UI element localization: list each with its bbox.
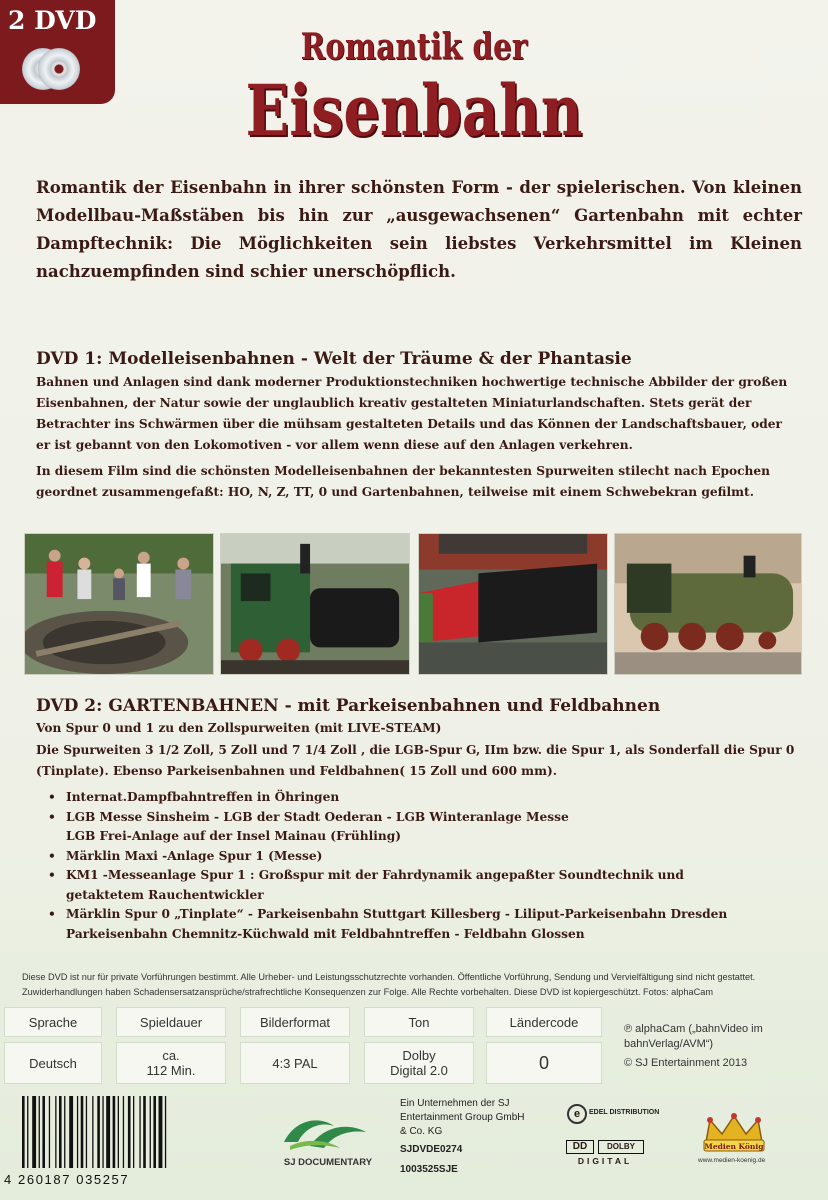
photo-red-locomotive bbox=[418, 533, 608, 675]
barcode-bar bbox=[32, 1096, 36, 1168]
barcode-bar bbox=[86, 1096, 87, 1168]
barcode-bar bbox=[150, 1096, 151, 1168]
barcode-bar bbox=[92, 1096, 93, 1168]
dvd2-bullet-list bbox=[48, 788, 808, 944]
barcode-bar bbox=[55, 1096, 56, 1168]
barcode-bar bbox=[49, 1096, 50, 1168]
intro-text: Romantik der Eisenbahn in ihrer schönsten Form - der spielerischen. Von kleinen Modellbau-Maßstäben bis hin zur „ausgewachsenen“ Gartenbahn mit echter Dampftechnik: Die Möglichkeiten sein liebstes Verkehrsmittel im Kleinen nachzuempfinden sind schier unerschöpflich. bbox=[36, 178, 802, 281]
dolby-dd-icon: DD bbox=[566, 1140, 594, 1154]
title-line-1: Romantik der bbox=[300, 26, 528, 68]
barcode-bar bbox=[153, 1096, 156, 1168]
edel-logo-icon: e bbox=[567, 1104, 587, 1124]
sj-logo-icon bbox=[276, 1112, 372, 1154]
barcode-icon bbox=[20, 1096, 216, 1168]
medienkoenig-url: www.medien-koenig.de bbox=[698, 1157, 766, 1164]
spec-header-duration: Spieldauer bbox=[116, 1007, 226, 1037]
spec-header-sound: Ton bbox=[364, 1007, 474, 1037]
barcode-bar bbox=[133, 1096, 134, 1168]
barcode-bar bbox=[102, 1096, 103, 1168]
barcode-bar bbox=[69, 1096, 73, 1168]
spec-value-sound: Dolby Digital 2.0 bbox=[364, 1042, 474, 1084]
barcode-bar bbox=[118, 1096, 119, 1168]
barcode-bar bbox=[165, 1096, 166, 1168]
product-code-1: SJDVDE0274 bbox=[400, 1144, 463, 1155]
spec-header-language: Sprache bbox=[4, 1007, 102, 1037]
list-item: • Internat.Dampfbahntreffen in Öhringen bbox=[48, 788, 808, 808]
dvd2-heading: DVD 2: GARTENBAHNEN - mit Parkeisenbahnen und Feldbahnen bbox=[36, 696, 661, 716]
barcode-bar bbox=[113, 1096, 116, 1168]
barcode-bar bbox=[77, 1096, 78, 1168]
spec-value-region: 0 bbox=[486, 1042, 602, 1084]
spec-header-region: Ländercode bbox=[486, 1007, 602, 1037]
dolby-digital-text: DIGITAL bbox=[577, 1156, 633, 1166]
title-line-2: Eisenbahn bbox=[245, 69, 583, 152]
crown-icon bbox=[700, 1112, 768, 1154]
barcode-bar bbox=[139, 1096, 140, 1168]
legal-notice: Diese DVD ist nur für private Vorführungen bestimmt. Alle Urheber- und Leistungsschutzrechte vorhanden. Öffentliche Vorführung, Sendung und Vervielfältigung sind nicht gestattet. Zuwiderhandlungen haben Schadensersatzansprüche/strafrechtliche Konsequenzen zur Folge. Alle Rechte vorbehalten. Diese DVD ist kopiergeschützt. Fotos: alphaCam bbox=[22, 972, 756, 997]
barcode-bar bbox=[123, 1096, 124, 1168]
dolby-digital-logo bbox=[566, 1140, 644, 1168]
list-item: • Märklin Maxi -Anlage Spur 1 (Messe) bbox=[48, 847, 808, 867]
barcode-bar bbox=[39, 1096, 40, 1168]
dolby-word: DOLBY bbox=[598, 1140, 644, 1154]
barcode-bar bbox=[42, 1096, 45, 1168]
barcode-bar bbox=[159, 1096, 163, 1168]
edel-distribution-label: EDEL DISTRIBUTION bbox=[589, 1109, 660, 1116]
spec-value-duration: ca. 112 Min. bbox=[116, 1042, 226, 1084]
company-block bbox=[400, 1097, 530, 1177]
barcode-bar bbox=[64, 1096, 65, 1168]
product-code-2: 1003525SJE bbox=[400, 1164, 458, 1175]
sj-documentary-label: SJ DOCUMENTARY bbox=[283, 1157, 373, 1168]
barcode-bar bbox=[106, 1096, 110, 1168]
dvd1-heading: DVD 1: Modelleisenbahnen - Welt der Träume & der Phantasie bbox=[36, 349, 632, 369]
barcode-bar bbox=[128, 1096, 131, 1168]
list-item: • Märklin Spur 0 „Tinplate“ - Parkeisenbahn Stuttgart Killesberg - Liliput-Parkeisenbahn Dresden Parkeisenbahn Chemnitz-Küchwald mit Feldbahntreffen - Feldbahn Glossen bbox=[48, 905, 808, 944]
company-text: Ein Unternehmen der SJ Entertainment Group GmbH & Co. KG bbox=[400, 1098, 525, 1137]
list-item: • KM1 -Messeanlage Spur 1 : Großspur mit der Fahrdynamik angepaßter Soundtechnik und getaktetem Rauchentwickler bbox=[48, 866, 808, 905]
barcode-bar bbox=[97, 1096, 100, 1168]
copyright-line-2: © SJ Entertainment 2013 bbox=[624, 1057, 748, 1069]
dvd1-paragraph-1: Bahnen und Anlagen sind dank moderner Produktionstechniken hochwertige technische Abbilder der großen Eisenbahnen, der Natur sowie der unglaublich kreativ gestalteten Miniaturlandschaften. Stets gerät der Betrachter ins Schwärmen über die mühsam gestalteten Details und das Können der Landschaftsbauer, oder er ist gebannt von den Lokomotiven - vor allem wenn diese auf den Anlagen verkehren. bbox=[36, 375, 788, 452]
barcode-bar bbox=[27, 1096, 28, 1168]
spec-header-format: Bilderformat bbox=[240, 1007, 350, 1037]
barcode-bar bbox=[22, 1096, 25, 1168]
barcode-bar bbox=[59, 1096, 62, 1168]
spec-value-format: 4:3 PAL bbox=[240, 1042, 350, 1084]
barcode-bar bbox=[81, 1096, 84, 1168]
medienkoenig-name: Medien König bbox=[704, 1142, 764, 1151]
photo-steam-locomotive bbox=[614, 533, 802, 675]
copyright-line-1: ℗ alphaCam („bahnVideo im bahnVerlag/AVM“) bbox=[624, 1023, 763, 1050]
photo-green-locomotive bbox=[220, 533, 410, 675]
dvd2-paragraph: Die Spurweiten 3 1/2 Zoll, 5 Zoll und 7 1/4 Zoll , die LGB-Spur G, IIm bzw. die Spur 1, als Sonderfall die Spur 0 (Tinplate). Ebenso Parkeisenbahnen und Feldbahnen( 15 Zoll und 600 mm). bbox=[36, 743, 795, 778]
spec-value-language: Deutsch bbox=[4, 1042, 102, 1084]
list-item: • LGB Messe Sinsheim - LGB der Stadt Oederan - LGB Winteranlage Messe LGB Frei-Anlage auf der Insel Mainau (Frühling) bbox=[48, 808, 808, 847]
dvd2-subheading: Von Spur 0 und 1 zu den Zollspurweiten (mit LIVE-STEAM) bbox=[36, 721, 442, 735]
copyright-block bbox=[624, 1022, 814, 1071]
dvd1-paragraph-2: In diesem Film sind die schönsten Modelleisenbahnen der bekanntesten Spurweiten stilecht nach Epochen geordnet zusammengefaßt: HO, N, Z, TT, 0 und Gartenbahnen, teilweise mit einem Schwebekran gefilmt. bbox=[36, 464, 771, 499]
barcode-bar bbox=[143, 1096, 146, 1168]
photo-strip bbox=[24, 533, 802, 675]
photo-turntable bbox=[24, 533, 214, 675]
barcode-number: 4 260187 035257 bbox=[4, 1172, 130, 1187]
badge-label: 2 DVD bbox=[8, 6, 97, 35]
